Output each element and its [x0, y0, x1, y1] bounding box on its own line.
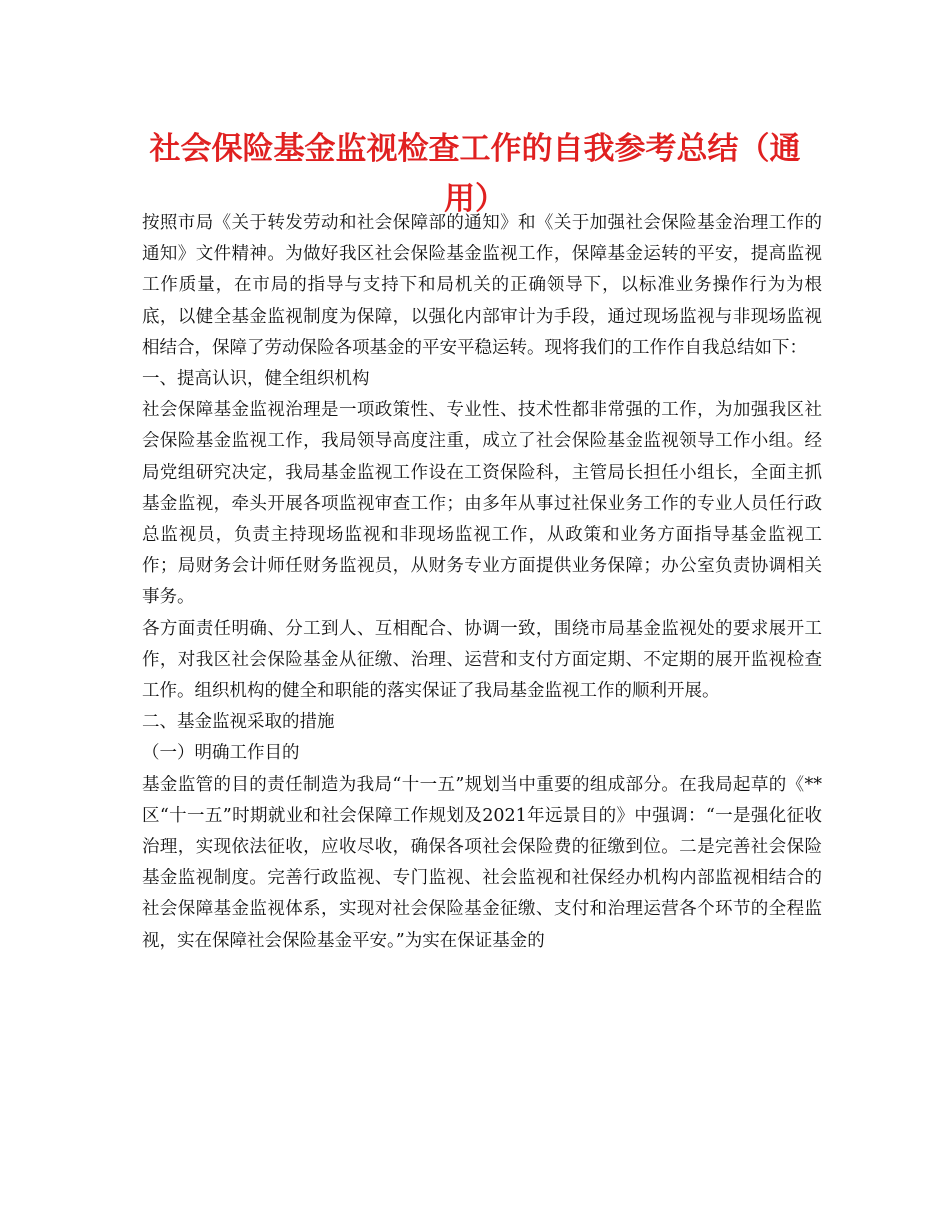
- body-paragraph: 社会保障基金监视治理是一项政策性、专业性、技术性都非常强的工作，为加强我区社会保险基金监视工作，我局领导高度注重，成立了社会保险基金监视领导工作小组。经局党组研究决定，我局基金监视工作设在工资保险科，主管局长担任小组长，全面主抓基金监视，牵头开展各项监视审查工作；由多年从事过社保业务工作的专业人员任行政总监视员，负责主持现场监视和非现场监视工作，从政策和业务方面指导基金监视工作；局财务会计师任财务监视员，从财务专业方面提供业务保障；办公室负责协调相关事务。: [142, 400, 822, 608]
- intro-paragraph: 按照市局《关于转发劳动和社会保障部的通知》和《关于加强社会保险基金治理工作的通知》文件精神。为做好我区社会保险基金监视工作，保障基金运转的平安，提高监视工作质量，在市局的指导与支持下和局机关的正确领导下，以标准业务操作行为为根底，以健全基金监视制度为保障，以强化内部审计为手段，通过现场监视与非现场监视相结合，保障了劳动保险各项基金的平安平稳运转。现将我们的工作作自我总结如下：: [142, 213, 822, 358]
- body-paragraph: 各方面责任明确、分工到人、互相配合、协调一致，围绕市局基金监视处的要求展开工作，对我区社会保险基金从征缴、治理、运营和支付方面定期、不定期的展开监视检查工作。组织机构的健全和职能的落实保证了我局基金监视工作的顺利开展。: [142, 618, 822, 702]
- section-heading-1: 一、提高认识，健全组织机构: [142, 369, 370, 390]
- document-title: 社会保险基金监视检查工作的自我参考总结（通用）: [149, 131, 801, 217]
- document-body: [142, 208, 822, 957]
- body-paragraph: 基金监管的目的责任制造为我局“十一五”规划当中重要的组成部分。在我局起草的《**区“十一五”时期就业和社会保障工作规划及2021年远景目的》中强调：“一是强化征收治理，实现依法征收，应收尽收，确保各项社会保险费的征缴到位。二是完善社会保险基金监视制度。完善行政监视、专门监视、社会监视和社保经办机构内部监视相结合的社会保障基金监视体系，实现对社会保险基金征缴、支付和治理运营各个环节的全程监视，实在保障社会保险基金平安。”为实在保证基金的: [142, 774, 822, 951]
- section-heading-2: 二、基金监视采取的措施: [142, 712, 335, 733]
- subsection-heading-1: （一）明确工作目的: [142, 743, 300, 764]
